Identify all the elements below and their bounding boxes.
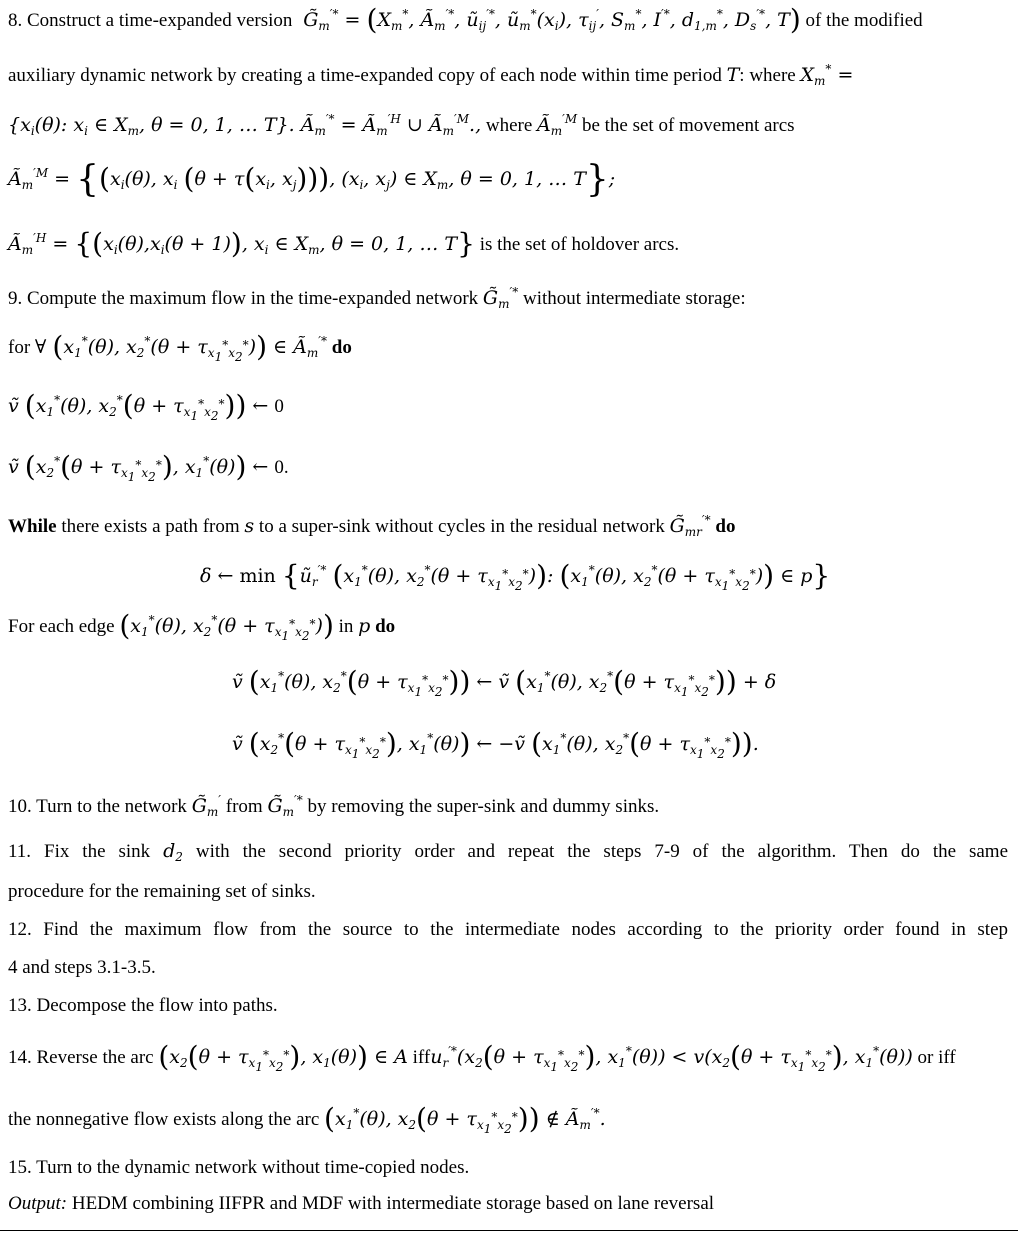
do-keyword: do	[331, 337, 352, 358]
for-each-text: For each edge	[8, 616, 115, 637]
step-12-text: 12. Find the maximum flow from the source to the intermediate nodes according to the priority order found in step	[8, 919, 1008, 940]
step-8-where-2: where	[485, 115, 533, 136]
step-12-line-2	[8, 956, 156, 980]
step-9-title: 9. Compute the maximum flow in the time-expanded network $G̃_m^{'*}$ without intermediate storage:	[8, 285, 746, 311]
step-10: 10. Turn to the network $G̃_m'$ from $G̃_m^{'*}$ by removing the super-sink and dummy sinks.	[8, 793, 660, 819]
while-text-2: to a super-sink without cycles in the residual network	[258, 516, 665, 537]
do-keyword-3: do	[375, 616, 396, 637]
formula-X-set: {$x_i(\theta)$: $x_i$ ∈ $X_m$, θ = 0, 1, … T}. $Ã_m^{'*}$ = $Ã_m^{'H}$ ∪ $Ã_m^{'M}$.,	[8, 112, 482, 138]
step-14-text-2: the nonnegative flow exists along the arc	[8, 1109, 320, 1130]
step-11-text-2: with the second priority order and repeat the steps 7-9 of the algorithm. Then do the same	[195, 841, 1009, 862]
formula-delta-min: δ ← $\min \{ũ_r^{'*}$ ($x_1^*(\theta)$, $x_2^*(\theta + \tau_{x_1^*x_2^*})$): ($x_1^*(\theta)$, $x_2^*(\theta + \tau_{x_1^*x_2^*})$) ∈ p}	[200, 559, 831, 593]
step-13	[8, 994, 278, 1018]
step-14-text: 14. Reverse the arc	[8, 1047, 154, 1068]
formula-update-backward: ṽ ($x_2^*(\theta + \tau_{x_1^*x_2^*})$, $x_1^*(\theta)$) ← −ṽ ($x_1^*(\theta)$, $x_2^*(\theta + \tau_{x_1^*x_2^*})$).	[232, 727, 759, 761]
zero-value-2: 0.	[274, 457, 289, 478]
step-8-movement-arcs: be the set of movement arcs	[581, 115, 795, 136]
step-11-text: 11. Fix the sink	[8, 841, 151, 862]
formula-init-forward: ṽ ($x_1^*(\theta)$, $x_2^*(\theta + \tau_{x_1^*x_2^*})$) ← 0	[8, 389, 284, 423]
step-15	[8, 1156, 469, 1180]
step-12-line-1	[8, 918, 1008, 942]
formula-movement-arcs: $Ã_m^{'M} = \{(x_i(\theta)$, $x_i$ ($\theta + \tau(x_i$, $x_j$))), ($x_i$, $x_j$) ∈ $X_m$, θ = 0, 1, … T};	[8, 159, 616, 200]
zero-value: 0	[274, 396, 284, 417]
step-8-holdover-text: is the set of holdover arcs.	[479, 234, 680, 255]
output-line	[8, 1192, 714, 1216]
step-8-where: where	[749, 65, 796, 86]
do-keyword-2: do	[715, 516, 736, 537]
step-10-from: from	[225, 796, 263, 817]
path-p: p	[358, 615, 371, 637]
iff-text: iff	[412, 1047, 431, 1068]
output-text: HEDM combining IIFPR and MDF with intermediate storage based on lane reversal	[71, 1193, 715, 1214]
step-9-for-loop: for ∀ ($x_1^*(\theta)$, $x_2^*(\theta + \tau_{x_1^*x_2^*})$) ∈ $Ã_m^{'*}$ do	[8, 330, 352, 364]
step-8-line-2: auxiliary dynamic network by creating a time-expanded copy of each node within time period T: where $X_m^*$ =	[8, 62, 854, 88]
for-each-edge: For each edge ($x_1^*(\theta)$, $x_2^*(\theta + \tau_{x_1^*x_2^*})$) in p do	[8, 609, 396, 643]
step-11-text-3: procedure for the remaining set of sinks.	[8, 881, 316, 902]
step-14-line-1: 14. Reverse the arc ($x_2(\theta + \tau_{x_1^*x_2^*})$, $x_1(\theta)$) ∈ A $iffu_r^{'*}(x_2(\theta + \tau_{x_1^*x_2^*})$, $x_1^*(\theta)) < v(x_2(\theta + \tau_{x_1^*x_2^*})$, $x_1^*(\theta)$) or iff	[8, 1040, 956, 1074]
step-11-line-2	[8, 880, 316, 904]
or-iff-text: or iff	[917, 1047, 956, 1068]
step-8-line-3: {$x_i(\theta)$: $x_i$ ∈ $X_m$, θ = 0, 1, … T}. $Ã_m^{'*}$ = $Ã_m^{'H}$ ∪ $Ã_m^{'M}$., where $Ã_m^{'M}$ be the set of movement arcs	[8, 112, 795, 138]
step-10-end: by removing the super-sink and dummy sinks.	[307, 796, 660, 817]
step-13-text: 13. Decompose the flow into paths.	[8, 995, 278, 1016]
step-9-title-end: without intermediate storage:	[522, 288, 746, 309]
step-8-line-1	[8, 3, 923, 36]
while-line: While there exists a path from s to a super-sink without cycles in the residual network $G̃_{mr}^{'*}$ do	[8, 513, 736, 539]
formula-X-m-star: $X_m^*$ =	[800, 62, 854, 88]
step-9-title-text: 9. Compute the maximum flow in the time-expanded network	[8, 288, 479, 309]
step-15-text: 15. Turn to the dynamic network without time-copied nodes.	[8, 1157, 470, 1178]
step-8-text: 8. Construct a time-expanded version	[8, 10, 293, 31]
bottom-rule	[0, 1230, 1018, 1231]
output-label: Output:	[8, 1193, 68, 1214]
in-text: in	[338, 616, 354, 637]
while-keyword: While	[8, 516, 57, 537]
step-11-line-1: 11. Fix the sink $d_2$ with the second priority order and repeat the steps 7-9 of the algorithm. Then do the same	[8, 840, 1009, 864]
formula-update-forward: ṽ ($x_1^*(\theta)$, $x_2^*(\theta + \tau_{x_1^*x_2^*})$) ← ṽ ($x_1^*(\theta)$, $x_2^*(\theta + \tau_{x_1^*x_2^*})) + \delta$	[232, 665, 777, 699]
step-12-text-2: 4 and steps 3.1-3.5.	[8, 957, 156, 978]
for-keyword: for	[8, 337, 31, 358]
formula-holdover-arcs: $Ã_m^{'H} = \{(x_i(\theta),x_i(\theta + 1))$, $x_i$ ∈ $X_m$, θ = 0, 1, … T} is the set of holdover arcs.	[8, 227, 680, 260]
while-text: there exists a path from	[61, 516, 240, 537]
step-8-text-end: of the modified	[805, 10, 923, 31]
step-10-text: 10. Turn to the network	[8, 796, 187, 817]
step-14-line-2: the nonnegative flow exists along the arc ($x_1^*(\theta)$, $x_2(\theta + \tau_{x_1^*x_2^*})$) ∉ $Ã_m^{'*}$.	[8, 1102, 606, 1136]
step-8-auxiliary-text: auxiliary dynamic network by creating a time-expanded copy of each node within time period	[8, 65, 722, 86]
formula-init-backward: ṽ ($x_2^*(\theta + \tau_{x_1^*x_2^*})$, $x_1^*(\theta)$) ← 0.	[8, 450, 289, 484]
formula-G-tilde: $G̃_m^{'*} = (X_m^*$, $Ã_m^{'*}$, $ũ_{ij}^{'*}$, $ũ_m^*(x_i)$, $\tau_{ij}'$, $S_m^*$, I′*, $d_{1,m}^*$, $D_s^{'*}$, T)	[297, 3, 801, 36]
